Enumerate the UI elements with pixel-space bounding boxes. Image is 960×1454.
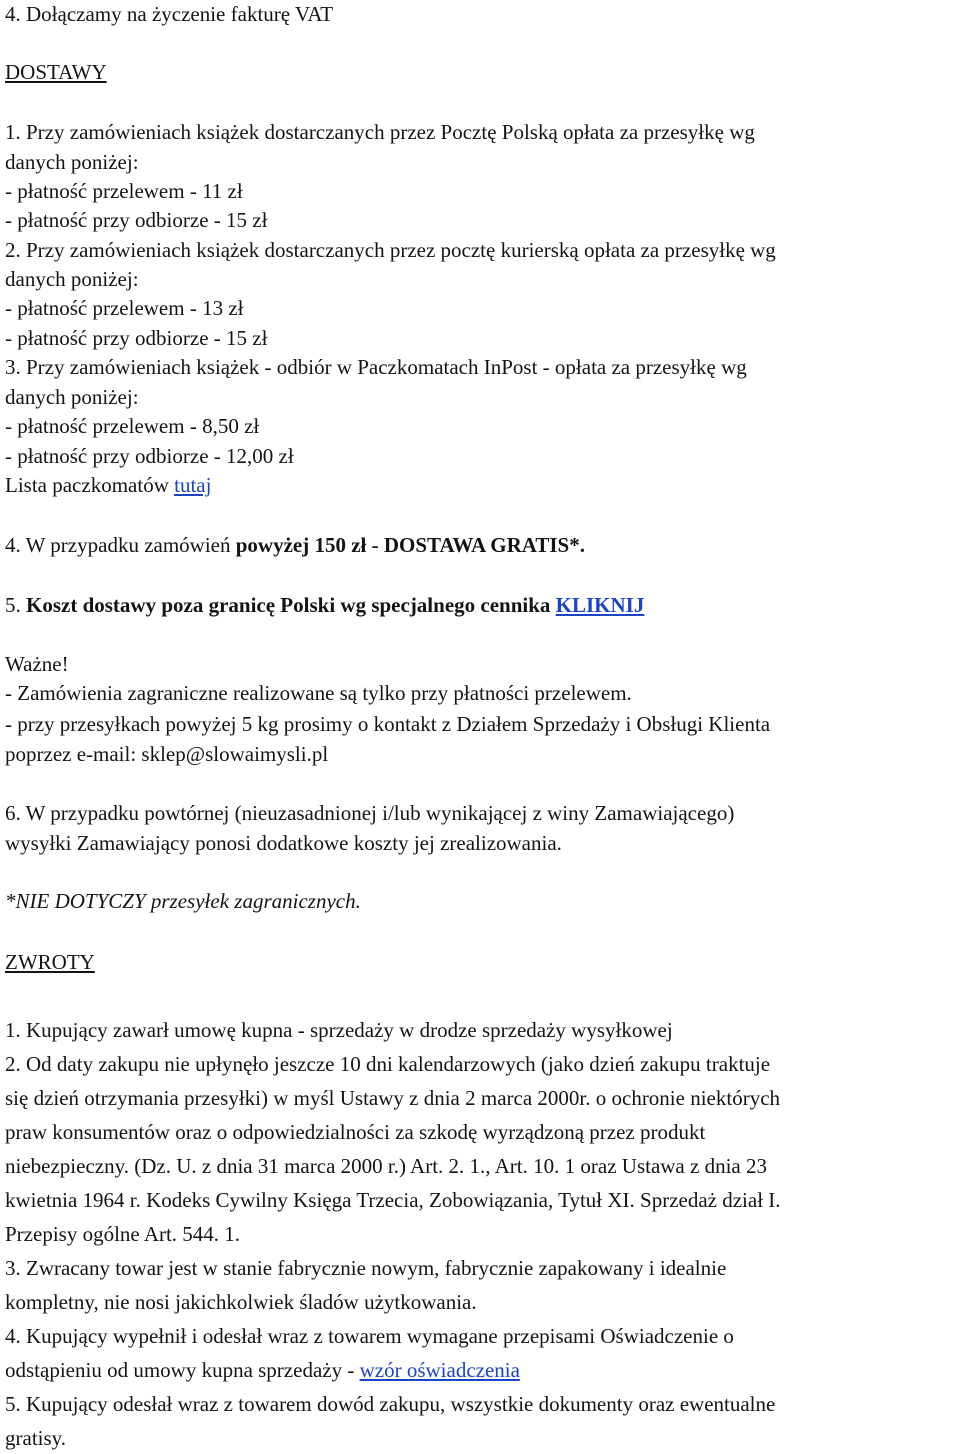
dostawy-item2-line2: danych poniżej: — [5, 267, 139, 291]
dostawy-item2-line3: - płatność przelewem - 13 zł — [5, 296, 244, 320]
dostawy-item2-line4: - płatność przy odbiorze - 15 zł — [5, 326, 268, 350]
dostawy-item2-line1: 2. Przy zamówieniach książek dostarczanych przez pocztę kurierską opłata za przesyłkę wg — [5, 238, 776, 262]
dostawy-item3-line4: - płatność przy odbiorze - 12,00 zł — [5, 444, 294, 468]
dostawy-item1-line2: danych poniżej: — [5, 150, 139, 174]
wzor-oswiadczenia-link[interactable]: wzór oświadczenia — [359, 1358, 520, 1382]
dostawy-heading: DOSTAWY — [5, 60, 107, 84]
foreign-delivery-prefix: 5. — [5, 593, 26, 617]
kliknij-link[interactable]: KLIKNIJ — [555, 593, 645, 617]
wazne-line3: poprzez e-mail: sklep@slowaimysli.pl — [5, 742, 329, 766]
foreign-delivery-line — [5, 591, 644, 619]
dostawy-item1-line4: - płatność przy odbiorze - 15 zł — [5, 208, 268, 232]
dostawy-item1-line1: 1. Przy zamówieniach książek dostarczanych przez Pocztę Polską opłata za przesyłkę wg — [5, 120, 755, 144]
zwroty-item1: 1. Kupujący zawarł umowę kupna - sprzedaży w drodze sprzedaży wysyłkowej — [5, 1018, 673, 1042]
paczkomaty-label: Lista paczkomatów — [5, 473, 175, 497]
zwroty-item3-line2: kompletny, nie nosi jakichkolwiek śladów użytkowania. — [5, 1290, 477, 1314]
footnote: *NIE DOTYCZY przesyłek zagranicznych. — [5, 889, 361, 913]
paczkomaty-link[interactable]: tutaj — [174, 473, 212, 497]
dostawy-item3-line2: danych poniżej: — [5, 385, 139, 409]
dostawy-item1-line3: - płatność przelewem - 11 zł — [5, 179, 243, 203]
zwroty-item2-line6: Przepisy ogólne Art. 544. 1. — [5, 1222, 241, 1246]
invoice-note: 4. Dołączamy na życzenie fakturę VAT — [5, 2, 334, 26]
zwroty-item2-line4: niebezpieczny. (Dz. U. z dnia 31 marca 2000 r.) Art. 2. 1., Art. 10. 1 oraz Ustawa z dnia 23 — [5, 1154, 767, 1178]
dostawy-item3-line3: - płatność przelewem - 8,50 zł — [5, 414, 260, 438]
paczkomaty-line — [5, 471, 211, 499]
dostawy-item3-line1: 3. Przy zamówieniach książek - odbiór w Paczkomatach InPost - opłata za przesyłkę wg — [5, 355, 747, 379]
zwroty-heading: ZWROTY — [5, 950, 95, 974]
wazne-heading: Ważne! — [5, 652, 69, 676]
free-delivery-prefix: 4. W przypadku zamówień — [5, 533, 236, 557]
zwroty-item5-line1: 5. Kupujący odesłał wraz z towarem dowód zakupu, wszystkie dokumenty oraz ewentualne — [5, 1392, 776, 1416]
zwroty-item4-line2-text: odstąpieniu od umowy kupna sprzedaży - — [5, 1358, 360, 1382]
zwroty-item2-line1: 2. Od daty zakupu nie upłynęło jeszcze 10 dni kalendarzowych (jako dzień zakupu traktuje — [5, 1052, 771, 1076]
free-delivery-bold: powyżej 150 zł - DOSTAWA GRATIS*. — [235, 533, 585, 557]
zwroty-item2-line5: kwietnia 1964 r. Kodeks Cywilny Księga Trzecia, Zobowiązania, Tytuł XI. Sprzedaż dział I. — [5, 1188, 781, 1212]
wazne-line2: - przy przesyłkach powyżej 5 kg prosimy o kontakt z Działem Sprzedaży i Obsługi Klienta — [5, 712, 771, 736]
zwroty-item3-line1: 3. Zwracany towar jest w stanie fabrycznie nowym, fabrycznie zapakowany i idealnie — [5, 1256, 727, 1280]
zwroty-item4-line2 — [5, 1356, 520, 1384]
wazne-line1: - Zamówienia zagraniczne realizowane są tylko przy płatności przelewem. — [5, 681, 632, 705]
foreign-delivery-bold: Koszt dostawy poza granicę Polski wg specjalnego cennika — [26, 593, 556, 617]
dostawy-item6-line1: 6. W przypadku powtórnej (nieuzasadnionej i/lub wynikającej z winy Zamawiającego) — [5, 801, 735, 825]
zwroty-item4-line1: 4. Kupujący wypełnił i odesłał wraz z towarem wymagane przepisami Oświadczenie o — [5, 1324, 734, 1348]
zwroty-item2-line2: się dzień otrzymania przesyłki) w myśl Ustawy z dnia 2 marca 2000r. o ochronie niektórych — [5, 1086, 781, 1110]
zwroty-item5-line2: gratisy. — [5, 1426, 67, 1450]
zwroty-item2-line3: praw konsumentów oraz o odpowiedzialności za szkodę wyrządzoną przez produkt — [5, 1120, 706, 1144]
free-delivery-line — [5, 531, 585, 559]
dostawy-item6-line2: wysyłki Zamawiający ponosi dodatkowe koszty jej zrealizowania. — [5, 831, 562, 855]
